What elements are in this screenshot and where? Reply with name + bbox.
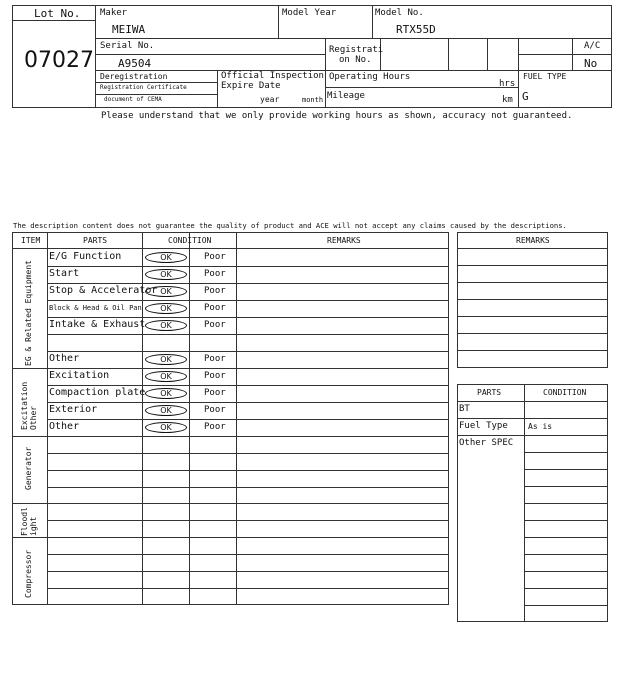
lot-number: 07027 [24, 48, 94, 73]
bt-label: BT [459, 404, 470, 414]
specs-condition-label: CONDITION [543, 388, 587, 397]
ok-circled-mark: OK [145, 252, 187, 263]
group-excitation-other: Excitation Other [20, 381, 38, 430]
part-label: Excitation [49, 370, 110, 381]
poor-option: Poor [204, 252, 226, 262]
mileage-label: Mileage [327, 91, 365, 101]
cema-document-label: document of CEMA [104, 96, 162, 103]
part-label: Intake & Exhaust [49, 319, 146, 330]
fuel-type-value: G [522, 90, 529, 103]
part-label: Compaction plate [49, 387, 146, 398]
fuel-type-label: FUEL TYPE [523, 72, 567, 81]
remarks-panel-label: REMARKS [516, 236, 550, 245]
spec-fuel-type-label: Fuel Type [459, 421, 508, 431]
poor-option: Poor [204, 320, 226, 330]
maker-value: MEIWA [112, 23, 146, 36]
other-spec-label: Other SPEC [459, 438, 514, 448]
part-label: Block & Head & Oil Pan [49, 304, 142, 312]
ac-label: A/C [584, 41, 601, 51]
part-label: Start [49, 268, 80, 279]
ok-circled-mark: OK [145, 422, 187, 433]
ok-circled-mark: OK [145, 388, 187, 399]
ac-value: No [584, 57, 598, 70]
ok-circled-mark: OK [145, 286, 187, 297]
poor-option: Poor [204, 303, 226, 313]
serial-label: Serial No. [100, 41, 155, 51]
operating-hours-label: Operating Hours [329, 72, 411, 82]
ok-circled-mark: OK [145, 269, 187, 280]
deregistration-label: Deregistration [100, 72, 168, 81]
ok-circled-mark: OK [145, 354, 187, 365]
part-label: Other [49, 353, 80, 364]
poor-option: Poor [204, 269, 226, 279]
poor-option: Poor [204, 422, 226, 432]
model-no-label: Model No. [375, 8, 424, 18]
model-year-label: Model Year [282, 8, 337, 18]
part-label: Exterior [49, 404, 98, 415]
group-eg-related: EG & Related Equipment [24, 260, 33, 366]
poor-option: Poor [204, 405, 226, 415]
group-compressor: Compressor [24, 549, 33, 598]
registration-certificate-label: Registration Certificate [100, 84, 187, 91]
inspection-label-1: Official Inspection [221, 71, 324, 81]
col-parts: PARTS [83, 236, 108, 245]
part-label: Other [49, 421, 80, 432]
remarks-panel [457, 232, 608, 368]
description-notice: The description content does not guarantee the quality of product and ACE will not accept any claims caused by the descriptions. [13, 221, 567, 230]
spec-fuel-type-value: As is [528, 422, 553, 431]
col-item: ITEM [21, 236, 41, 245]
ok-circled-mark: OK [145, 405, 187, 416]
registration-label-1: Registrati [329, 45, 384, 55]
maker-label: Maker [100, 8, 128, 18]
poor-option: Poor [204, 388, 226, 398]
month-label: month [302, 96, 324, 104]
poor-option: Poor [204, 286, 226, 296]
part-label: E/G Function [49, 251, 122, 262]
poor-option: Poor [204, 354, 226, 364]
poor-option: Poor [204, 371, 226, 381]
col-remarks: REMARKS [327, 236, 361, 245]
serial-value: A9504 [118, 57, 152, 70]
ok-circled-mark: OK [145, 320, 187, 331]
lot-label: Lot No. [34, 7, 81, 20]
hours-notice: Please understand that we only provide working hours as shown, accuracy not guaranteed. [101, 111, 573, 121]
group-generator: Generator [24, 446, 33, 490]
model-no-value: RTX55D [396, 23, 436, 36]
year-label: year [260, 95, 280, 104]
ok-circled-mark: OK [145, 303, 187, 314]
inspection-label-2: Expire Date [221, 81, 281, 91]
specs-parts-label: PARTS [477, 388, 502, 397]
hrs-label: hrs [499, 79, 516, 89]
registration-label-2: on No. [339, 55, 372, 65]
ok-circled-mark: OK [145, 371, 187, 382]
part-label: Stop & Accelerator [49, 285, 158, 296]
col-condition: CONDITION [168, 236, 212, 245]
group-floodlight: Floodl ight [20, 507, 38, 536]
km-label: km [502, 95, 513, 105]
